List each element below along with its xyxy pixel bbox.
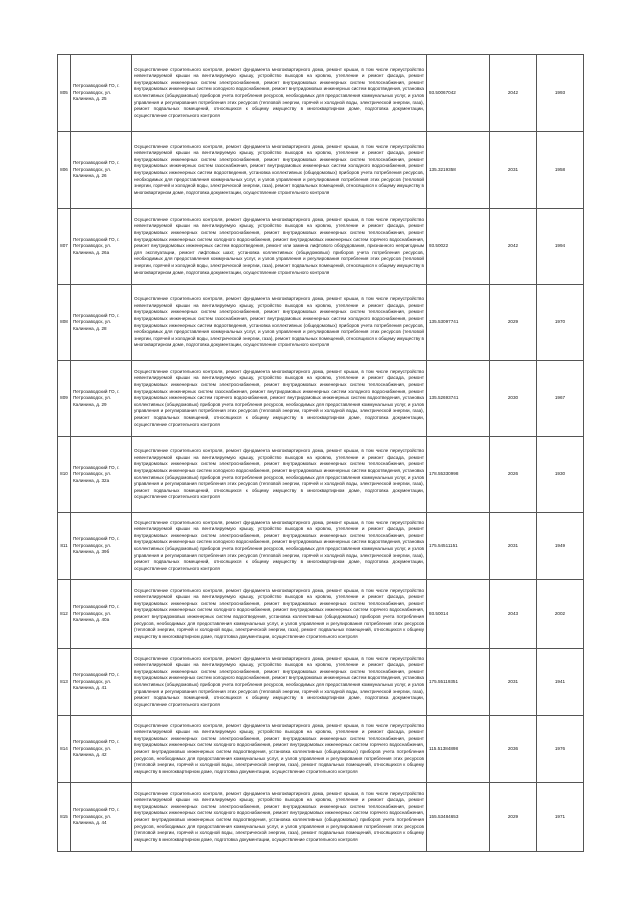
table-row — [58, 437, 584, 513]
row-works-text: Осуществление строительного контроля, ремонт фундамента многоквартирного дома, ремонт крыши, в том числе переустройство невентилируемой крыши на вентилируемую крышу, устройство выходов на кровлю, утепление и ремонт фасада, ремонт внутридомовых инженерных систем электроснабжения, ремонт внутридомовых инженерных систем теплоснабжения, ремонт внутридомовых инженерных систем холодного водоснабжения, ремонт внутридомовых инженерных систем водоотведения, установка коллективных (общедомовых) приборов учета потребления ресурсов, необходимых для предоставления коммунальных услуг, и узлов управления и регулирования потребления этих ресурсов (тепловой энергии, горячей и холодной воды, электрической энергии, газа), ремонт подвальных помещений, относящихся к общему имуществу в многоквартирном доме, подготовка документации, осуществление строительного контроля — [134, 448, 424, 500]
table-row — [58, 513, 584, 580]
row-address: Петрозаводский ГО, г. Петрозаводск, ул. Калинина, д. 28 — [71, 285, 132, 361]
register-table-body — [58, 55, 584, 852]
row-works — [132, 437, 427, 513]
row-works-text: Осуществление строительного контроля, ремонт фундамента многоквартирного дома, ремонт крыши, в том числе переустройство невентилируемой крыши на вентилируемую крышу, устройство выходов на кровлю, утепление и ремонт фасада, ремонт внутридомовых инженерных систем электроснабжения, ремонт внутридомовых инженерных систем теплоснабжения, ремонт внутридомовых инженерных систем газоснабжения, ремонт внутридомовых инженерных систем холодного водоснабжения, ремонт внутридомовых инженерных систем горячего водоснабжения, ремонт внутридомовых инженерных систем водоотведения, установка коллективных (общедомовых) приборов учета потребления ресурсов, необходимых для предоставления коммунальных услуг, и узлов управления и регулирования потребления этих ресурсов (тепловой энергии, горячей и холодной воды, электрической энергии, газа), ремонт подвальных помещений, относящихся к общему имуществу в многоквартирном доме, подготовка документации, осуществление строительного контроля — [134, 368, 424, 427]
row-works-text: Осуществление строительного контроля, ремонт фундамента многоквартирного дома, ремонт крыши, в том числе переустройство невентилируемой крыши на вентилируемую крышу, устройство выходов на кровлю, утепление и ремонт фасада, ремонт внутридомовых инженерных систем электроснабжения, ремонт внутридомовых инженерных систем теплоснабжения, ремонт внутридомовых инженерных систем холодного водоснабжения, ремонт внутридомовых инженерных систем горячего водоснабжения, ремонт внутридомовых инженерных систем водоотведения, ремонт или замена лифтового оборудования, признанного непригодным для эксплуатации, ремонт лифтовых шахт, установка коллективных (общедомовых) приборов учета потребления ресурсов, необходимых для предоставления коммунальных услуг, и узлов управления и регулирования потребления этих ресурсов (тепловой энергии, горячей и холодной воды, электрической энергии, газа), ремонт подвальных помещений, относящихся к общему имуществу в многоквартирном доме, подготовка документации, осуществление строительного контроля — [134, 216, 424, 275]
row-number: 807 — [58, 209, 71, 285]
row-plan-year: 2029 — [490, 285, 537, 361]
row-cost: 135.3219358 — [427, 132, 490, 209]
row-build-year: 1993 — [537, 55, 584, 132]
row-cost: 135.53097741 — [427, 285, 490, 361]
row-number: 814 — [58, 716, 71, 783]
row-build-year: 1941 — [537, 649, 584, 716]
row-works — [132, 285, 427, 361]
row-cost: 135.52693741 — [427, 361, 490, 437]
row-plan-year: 2031 — [490, 649, 537, 716]
table-row — [58, 132, 584, 209]
table-row — [58, 716, 584, 783]
row-plan-year: 2026 — [490, 437, 537, 513]
row-works — [132, 209, 427, 285]
table-row — [58, 55, 584, 132]
row-cost: 115.51384898 — [427, 716, 490, 783]
row-number: 809 — [58, 361, 71, 437]
row-address: Петрозаводский ГО, г. Петрозаводск, ул. Калинина, д. 26а — [71, 209, 132, 285]
row-number: 811 — [58, 513, 71, 580]
row-works-text: Осуществление строительного контроля, ремонт фундамента многоквартирного дома, ремонт крыши, в том числе переустройство невентилируемой крыши на вентилируемую крышу, устройство выходов на кровлю, утепление и ремонт фасада, ремонт внутридомовых инженерных систем электроснабжения, ремонт внутридомовых инженерных систем теплоснабжения, ремонт внутридомовых инженерных систем холодного водоснабжения, ремонт внутридомовых инженерных систем горячего водоснабжения, ремонт внутридомовых инженерных систем водоотведения, установка коллективных (общедомовых) приборов учета потребления ресурсов, необходимых для предоставления коммунальных услуг, и узлов управления и регулирования потребления этих ресурсов (тепловой энергии, горячей и холодной воды, электрической энергии, газа), ремонт подвальных помещений, относящихся к общему имуществу в многоквартирном доме, подготовка документации, осуществление строительного контроля — [134, 790, 424, 842]
row-address: Петрозаводский ГО, г. Петрозаводск, ул. Калинина, д. 29 — [71, 361, 132, 437]
row-works-text: Осуществление строительного контроля, ремонт фундамента многоквартирного дома, ремонт крыши, в том числе переустройство невентилируемой крыши на вентилируемую крышу, устройство выходов на кровлю, утепление и ремонт фасада, ремонт внутридомовых инженерных систем электроснабжения, ремонт внутридомовых инженерных систем теплоснабжения, ремонт внутридомовых инженерных систем газоснабжения, ремонт внутридомовых инженерных систем холодного водоснабжения, ремонт внутридомовых инженерных систем водоотведения, установка коллективных (общедомовых) приборов учета потребления ресурсов, необходимых для предоставления коммунальных услуг, и узлов управления и регулирования потребления этих ресурсов (тепловой энергии, горячей и холодной воды, электрической энергии, газа), ремонт подвальных помещений, относящихся к общему имуществу в многоквартирном доме, подготовка документации, осуществление строительного контроля — [134, 143, 424, 195]
row-build-year: 1949 — [537, 513, 584, 580]
row-address: Петрозаводский ГО, г. Петрозаводск, ул. Калинина, д. 44 — [71, 783, 132, 852]
row-number: 813 — [58, 649, 71, 716]
row-build-year: 1994 — [537, 209, 584, 285]
row-works — [132, 132, 427, 209]
row-address: Петрозаводский ГО, г. Петрозаводск, ул. Калинина, д. 41 — [71, 649, 132, 716]
row-number: 805 — [58, 55, 71, 132]
table-row — [58, 649, 584, 716]
row-works-text: Осуществление строительного контроля, ремонт фундамента многоквартирного дома, ремонт крыши, в том числе переустройство невентилируемой крыши на вентилируемую крышу, устройство выходов на кровлю, утепление и ремонт фасада, ремонт внутридомовых инженерных систем электроснабжения, ремонт внутридомовых инженерных систем теплоснабжения, ремонт внутридомовых инженерных систем холодного водоснабжения, ремонт внутридомовых инженерных систем горячего водоснабжения, ремонт внутридомовых инженерных систем водоотведения, установка коллективных (общедомовых) приборов учета потребления ресурсов, необходимых для предоставления коммунальных услуг, и узлов управления и регулирования потребления этих ресурсов (тепловой энергии, горячей и холодной воды, электрической энергии, газа), ремонт подвальных помещений, относящихся к общему имуществу в многоквартирном доме, подготовка документации, осуществление строительного контроля — [134, 722, 424, 774]
row-plan-year: 2031 — [490, 132, 537, 209]
row-build-year: 1971 — [537, 783, 584, 852]
row-address: Петрозаводский ГО, г. Петрозаводск, ул. Калинина, д. 25 — [71, 55, 132, 132]
row-address: Петрозаводский ГО, г. Петрозаводск, ул. Калинина, д. 39б — [71, 513, 132, 580]
table-row — [58, 783, 584, 852]
row-cost: 178.55330998 — [427, 437, 490, 513]
row-works — [132, 649, 427, 716]
row-works-text: Осуществление строительного контроля, ремонт фундамента многоквартирного дома, ремонт крыши, в том числе переустройство невентилируемой крыши на вентилируемую крышу, устройство выходов на кровлю, утепление и ремонт фасада, ремонт внутридомовых инженерных систем электроснабжения, ремонт внутридомовых инженерных систем теплоснабжения, ремонт внутридомовых инженерных систем газоснабжения, ремонт внутридомовых инженерных систем холодного водоснабжения, ремонт внутридомовых инженерных систем водоотведения, установка коллективных (общедомовых) приборов учета потребления ресурсов, необходимых для предоставления коммунальных услуг, и узлов управления и регулирования потребления этих ресурсов (тепловой энергии, горячей и холодной воды, электрической энергии, газа), ремонт подвальных помещений, относящихся к общему имуществу в многоквартирном доме, подготовка документации, осуществление строительного контроля — [134, 296, 424, 348]
row-works — [132, 55, 427, 132]
row-works — [132, 513, 427, 580]
row-build-year: 1967 — [537, 361, 584, 437]
row-cost: 93.50014 — [427, 580, 490, 649]
row-number: 806 — [58, 132, 71, 209]
row-plan-year: 2043 — [490, 580, 537, 649]
row-works — [132, 716, 427, 783]
row-works — [132, 361, 427, 437]
register-table — [57, 54, 584, 852]
row-address: Петрозаводский ГО, г. Петрозаводск, ул. Калинина, д. 40а — [71, 580, 132, 649]
row-cost: 175.55119351 — [427, 649, 490, 716]
row-plan-year: 2030 — [490, 361, 537, 437]
table-row — [58, 285, 584, 361]
row-build-year: 1970 — [537, 285, 584, 361]
row-works-text: Осуществление строительного контроля, ремонт фундамента многоквартирного дома, ремонт крыши, в том числе переустройство невентилируемой крыши на вентилируемую крышу, устройство выходов на кровлю, утепление и ремонт фасада, ремонт внутридомовых инженерных систем электроснабжения, ремонт внутридомовых инженерных систем теплоснабжения, ремонт внутридомовых инженерных систем холодного водоснабжения, ремонт внутридомовых инженерных систем водоотведения, установка коллективных (общедомовых) приборов учета потребления ресурсов, необходимых для предоставления коммунальных услуг, и узлов управления и регулирования потребления этих ресурсов (тепловой энергии, горячей и холодной воды, электрической энергии, газа), ремонт подвальных помещений, относящихся к общему имуществу в многоквартирном доме, подготовка документации, осуществление строительного контроля — [134, 66, 424, 118]
row-works — [132, 783, 427, 852]
row-address: Петрозаводский ГО, г. Петрозаводск, ул. Калинина, д. 32а — [71, 437, 132, 513]
row-works-text: Осуществление строительного контроля, ремонт фундамента многоквартирного дома, ремонт крыши, в том числе переустройство невентилируемой крыши на вентилируемую крышу, устройство выходов на кровлю, утепление и ремонт фасада, ремонт внутридомовых инженерных систем электроснабжения, ремонт внутридомовых инженерных систем теплоснабжения, ремонт внутридомовых инженерных систем холодного водоснабжения, ремонт внутридомовых инженерных систем водоотведения, установка коллективных (общедомовых) приборов учета потребления ресурсов, необходимых для предоставления коммунальных услуг, и узлов управления и регулирования потребления этих ресурсов (тепловой энергии, горячей и холодной воды, электрической энергии, газа), ремонт подвальных помещений, относящихся к общему имуществу в многоквартирном доме, подготовка документации, осуществление строительного контроля — [134, 519, 424, 571]
row-cost: 93.50022 — [427, 209, 490, 285]
row-build-year: 1976 — [537, 716, 584, 783]
row-plan-year: 2029 — [490, 783, 537, 852]
row-number: 815 — [58, 783, 71, 852]
row-build-year: 1930 — [537, 437, 584, 513]
row-number: 812 — [58, 580, 71, 649]
row-cost: 93.50067042 — [427, 55, 490, 132]
row-build-year: 1958 — [537, 132, 584, 209]
table-row — [58, 580, 584, 649]
table-row — [58, 209, 584, 285]
row-works-text: Осуществление строительного контроля, ремонт фундамента многоквартирного дома, ремонт крыши, в том числе переустройство невентилируемой крыши на вентилируемую крышу, устройство выходов на кровлю, утепление и ремонт фасада, ремонт внутридомовых инженерных систем электроснабжения, ремонт внутридомовых инженерных систем теплоснабжения, ремонт внутридомовых инженерных систем холодного водоснабжения, ремонт внутридомовых инженерных систем водоотведения, установка коллективных (общедомовых) приборов учета потребления ресурсов, необходимых для предоставления коммунальных услуг, и узлов управления и регулирования потребления этих ресурсов (тепловой энергии, горячей и холодной воды, электрической энергии, газа), ремонт подвальных помещений, относящихся к общему имуществу в многоквартирном доме, подготовка документации, осуществление строительного контроля — [134, 655, 424, 707]
row-works-text: Осуществление строительного контроля, ремонт фундамента многоквартирного дома, ремонт крыши, в том числе переустройство невентилируемой крыши на вентилируемую крышу, устройство выходов на кровлю, утепление и ремонт фасада, ремонт внутридомовых инженерных систем электроснабжения, ремонт внутридомовых инженерных систем теплоснабжения, ремонт внутридомовых инженерных систем холодного водоснабжения, ремонт внутридомовых инженерных систем горячего водоснабжения, ремонт внутридомовых инженерных систем водоотведения, установка коллективных (общедомовых) приборов учета потребления ресурсов, необходимых для предоставления коммунальных услуг, и узлов управления и регулирования потребления этих ресурсов (тепловой энергии, горячей и холодной воды, электрической энергии, газа), ремонт подвальных помещений, относящихся к общему имуществу в многоквартирном доме, подготовка документации, осуществление строительного контроля — [134, 587, 424, 639]
row-build-year: 2002 — [537, 580, 584, 649]
row-plan-year: 2036 — [490, 716, 537, 783]
table-row — [58, 361, 584, 437]
row-works — [132, 580, 427, 649]
row-cost: 155.53484653 — [427, 783, 490, 852]
row-cost: 175.54511151 — [427, 513, 490, 580]
row-plan-year: 2042 — [490, 209, 537, 285]
row-plan-year: 2042 — [490, 55, 537, 132]
row-number: 810 — [58, 437, 71, 513]
row-address: Петрозаводский ГО, г. Петрозаводск, ул. Калинина, д. 42 — [71, 716, 132, 783]
row-address: Петрозаводский ГО, г. Петрозаводск, ул. Калинина, д. 26 — [71, 132, 132, 209]
row-plan-year: 2031 — [490, 513, 537, 580]
row-number: 808 — [58, 285, 71, 361]
